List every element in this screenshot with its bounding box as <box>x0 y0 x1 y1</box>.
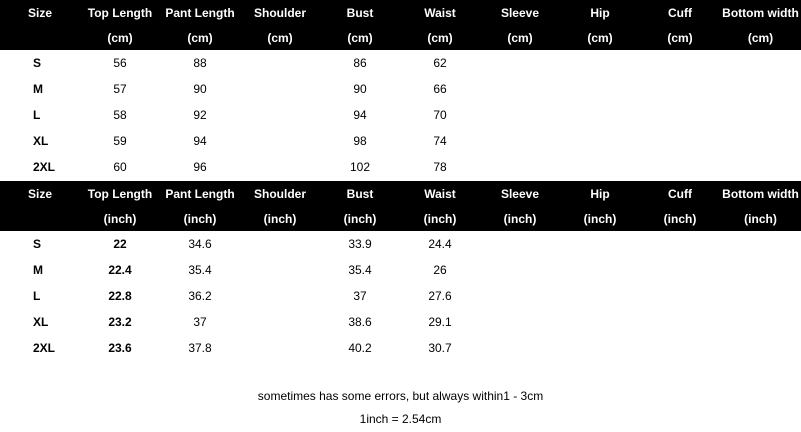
measurement-cell: 26 <box>433 263 447 277</box>
column-header: Hip <box>560 181 640 206</box>
measurement-cell <box>480 76 560 102</box>
measurement-cell: 37.8 <box>188 341 212 355</box>
column-header: Top Length <box>80 0 160 25</box>
measurement-cell <box>640 335 720 361</box>
column-header: Sleeve <box>480 181 560 206</box>
measurement-cell: 35.4 <box>348 263 372 277</box>
measurement-cell <box>640 309 720 335</box>
measurement-cell: 62 <box>433 56 447 70</box>
size-label: M <box>33 263 43 277</box>
size-label: S <box>33 56 42 70</box>
measurement-cell: 96 <box>193 160 207 174</box>
measurement-cell: 90 <box>353 82 367 96</box>
error-note: sometimes has some errors, but always within1 - 3cm <box>257 389 544 403</box>
column-unit: (inch) <box>560 206 640 231</box>
column-unit: (inch) <box>80 206 160 231</box>
column-unit: (inch) <box>160 206 240 231</box>
measurement-cell <box>640 231 720 257</box>
size-table-cm-header <box>0 0 801 50</box>
column-unit <box>0 206 80 231</box>
measurement-cell: 66 <box>433 82 447 96</box>
measurement-cell <box>480 154 560 180</box>
table-row <box>0 231 801 257</box>
measurement-cell: 23.6 <box>108 341 132 355</box>
column-unit: (cm) <box>160 25 240 50</box>
size-label: 2XL <box>33 341 56 355</box>
measurement-cell <box>240 50 320 76</box>
size-label: XL <box>33 315 49 329</box>
measurement-cell <box>720 257 801 283</box>
measurement-cell: 36.2 <box>188 289 212 303</box>
size-label: L <box>33 289 41 303</box>
column-header: Size <box>0 0 80 25</box>
column-unit: (inch) <box>640 206 720 231</box>
size-label: 2XL <box>33 160 56 174</box>
measurement-cell <box>560 50 640 76</box>
measurement-cell <box>720 102 801 128</box>
size-table-inch-header <box>0 181 801 231</box>
column-unit: (cm) <box>320 25 400 50</box>
size-table-inch <box>0 181 801 361</box>
measurement-cell: 60 <box>113 160 127 174</box>
measurement-cell: 90 <box>193 82 207 96</box>
column-unit: (cm) <box>240 25 320 50</box>
column-header: Bottom width <box>720 0 801 25</box>
measurement-cell: 102 <box>349 160 371 174</box>
measurement-cell <box>480 50 560 76</box>
measurement-cell: 23.2 <box>108 315 132 329</box>
measurement-cell: 86 <box>353 56 367 70</box>
measurement-cell: 59 <box>113 134 127 148</box>
measurement-cell: 22.4 <box>108 263 132 277</box>
measurement-cell: 33.9 <box>348 237 372 251</box>
measurement-cell <box>240 76 320 102</box>
measurement-cell <box>240 154 320 180</box>
measurement-cell <box>640 283 720 309</box>
size-label: S <box>33 237 42 251</box>
measurement-cell <box>480 257 560 283</box>
measurement-cell: 98 <box>353 134 367 148</box>
measurement-cell <box>720 335 801 361</box>
measurement-cell <box>560 231 640 257</box>
measurement-cell <box>240 257 320 283</box>
measurement-cell <box>720 50 801 76</box>
measurement-cell <box>720 283 801 309</box>
measurement-cell <box>640 257 720 283</box>
measurement-cell: 78 <box>433 160 447 174</box>
measurement-cell: 22.8 <box>108 289 132 303</box>
size-table-inch-body <box>0 231 801 361</box>
column-header: Pant Length <box>160 0 240 25</box>
measurement-cell: 30.7 <box>428 341 452 355</box>
measurement-cell: 35.4 <box>188 263 212 277</box>
measurement-cell <box>560 257 640 283</box>
table-row <box>0 102 801 128</box>
measurement-cell <box>480 102 560 128</box>
measurement-cell <box>240 128 320 154</box>
measurement-cell <box>480 309 560 335</box>
measurement-cell: 40.2 <box>348 341 372 355</box>
column-unit: (cm) <box>480 25 560 50</box>
measurement-cell <box>560 283 640 309</box>
measurement-cell <box>640 102 720 128</box>
column-unit: (inch) <box>480 206 560 231</box>
table-row <box>0 128 801 154</box>
column-unit <box>0 25 80 50</box>
column-header: Pant Length <box>160 181 240 206</box>
column-header: Waist <box>400 181 480 206</box>
measurement-cell <box>640 76 720 102</box>
column-unit: (cm) <box>80 25 160 50</box>
table-row <box>0 257 801 283</box>
measurement-cell: 27.6 <box>428 289 452 303</box>
column-unit: (cm) <box>720 25 801 50</box>
table-row <box>0 154 801 180</box>
measurement-cell: 74 <box>433 134 447 148</box>
column-header: Bust <box>320 181 400 206</box>
column-unit: (cm) <box>640 25 720 50</box>
size-table-cm-body <box>0 50 801 180</box>
measurement-cell: 38.6 <box>348 315 372 329</box>
column-header: Cuff <box>640 0 720 25</box>
measurement-cell <box>720 128 801 154</box>
size-label: M <box>33 82 43 96</box>
measurement-cell <box>640 154 720 180</box>
measurement-cell: 56 <box>113 56 127 70</box>
column-header: Sleeve <box>480 0 560 25</box>
measurement-cell: 70 <box>433 108 447 122</box>
column-unit: (cm) <box>400 25 480 50</box>
table-row <box>0 283 801 309</box>
size-table-cm <box>0 0 801 180</box>
measurement-cell <box>560 102 640 128</box>
measurement-cell: 37 <box>353 289 367 303</box>
measurement-cell <box>560 128 640 154</box>
measurement-cell <box>480 231 560 257</box>
measurement-cell <box>240 283 320 309</box>
measurement-cell <box>560 154 640 180</box>
measurement-cell: 57 <box>113 82 127 96</box>
column-unit: (inch) <box>320 206 400 231</box>
measurement-cell <box>640 50 720 76</box>
measurement-cell <box>720 76 801 102</box>
column-header: Bust <box>320 0 400 25</box>
measurement-cell: 88 <box>193 56 207 70</box>
measurement-cell <box>720 309 801 335</box>
column-header: Shoulder <box>240 0 320 25</box>
measurement-cell <box>240 335 320 361</box>
measurement-cell <box>480 128 560 154</box>
column-unit: (inch) <box>400 206 480 231</box>
measurement-cell <box>560 76 640 102</box>
conversion-note: 1inch = 2.54cm <box>359 412 442 426</box>
measurement-cell <box>480 335 560 361</box>
column-unit: (inch) <box>240 206 320 231</box>
column-unit: (cm) <box>560 25 640 50</box>
table-row <box>0 309 801 335</box>
column-header: Bottom width <box>720 181 801 206</box>
size-label: L <box>33 108 41 122</box>
measurement-cell: 58 <box>113 108 127 122</box>
measurement-cell: 92 <box>193 108 207 122</box>
measurement-cell: 37 <box>193 315 207 329</box>
column-header: Top Length <box>80 181 160 206</box>
measurement-cell <box>720 231 801 257</box>
measurement-cell: 24.4 <box>428 237 452 251</box>
measurement-cell <box>560 309 640 335</box>
measurement-cell: 94 <box>353 108 367 122</box>
column-unit: (inch) <box>720 206 801 231</box>
column-header: Shoulder <box>240 181 320 206</box>
measurement-cell <box>720 154 801 180</box>
measurement-cell <box>640 128 720 154</box>
table-row <box>0 50 801 76</box>
measurement-cell: 94 <box>193 134 207 148</box>
measurement-cell: 29.1 <box>428 315 452 329</box>
column-header: Size <box>0 181 80 206</box>
measurement-cell <box>560 335 640 361</box>
measurement-cell: 34.6 <box>188 237 212 251</box>
table-row <box>0 335 801 361</box>
column-header: Cuff <box>640 181 720 206</box>
column-header: Waist <box>400 0 480 25</box>
size-label: XL <box>33 134 49 148</box>
table-row <box>0 76 801 102</box>
column-header: Hip <box>560 0 640 25</box>
measurement-cell: 22 <box>113 237 127 251</box>
measurement-cell <box>480 283 560 309</box>
measurement-cell <box>240 231 320 257</box>
measurement-cell <box>240 309 320 335</box>
measurement-cell <box>240 102 320 128</box>
